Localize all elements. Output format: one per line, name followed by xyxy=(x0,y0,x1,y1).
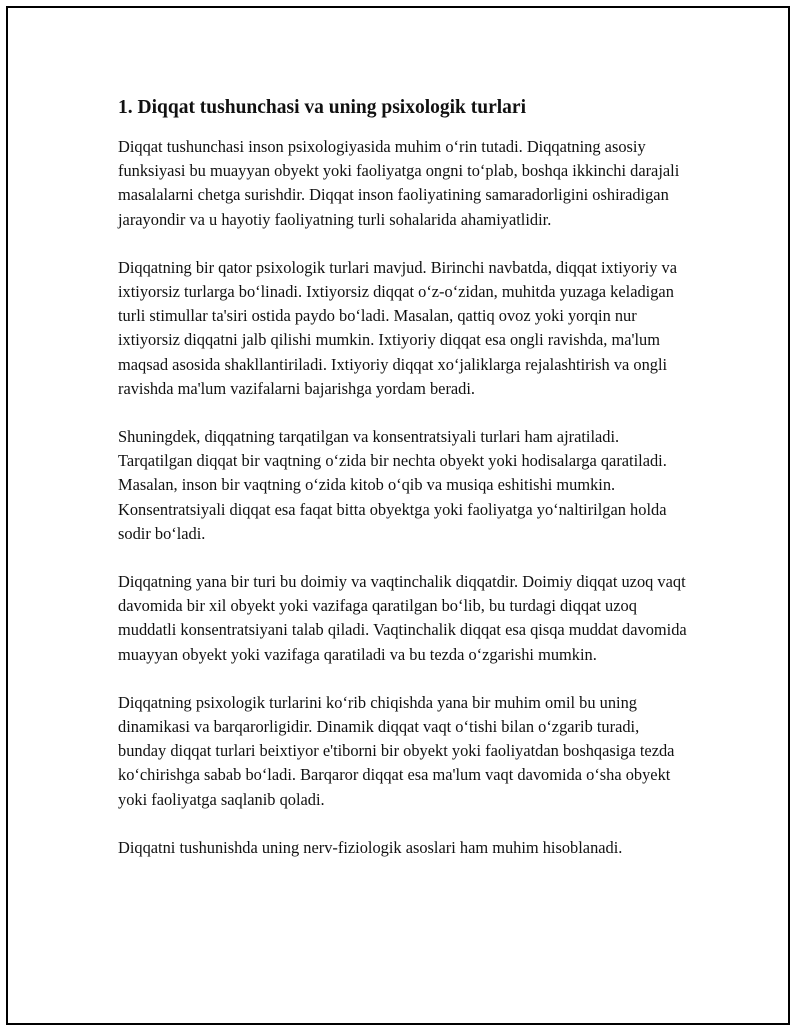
document-body xyxy=(118,95,688,884)
paragraph: Diqqatning psixologik turlarini ko‘rib chiqishda yana bir muhim omil bu uning dinamikasi va barqarorligidir. Dinamik diqqat vaqt o‘tishi bilan o‘zgarib turadi, bunday diqqat turlari beixtiyor e'tiborni bir obyekt yoki faoliyatdan boshqasiga tezda ko‘chirishga sabab bo‘ladi. Barqaror diqqat esa ma'lum vaqt davomida o‘sha obyekt yoki faoliyatga saqlanib qoladi. xyxy=(118,692,675,809)
paragraph: Diqqatning bir qator psixologik turlari mavjud. Birinchi navbatda, diqqat ixtiyoriy va ixtiyorsiz turlarga bo‘linadi. Ixtiyorsiz diqqat o‘z-o‘zidan, muhitda yuzaga keladigan turli stimullar ta'siri ostida paydo bo‘ladi. Masalan, qattiq ovoz yoki yorqin nur ixtiyorsiz diqqatni jalb qilishi mumkin. Ixtiyoriy diqqat esa ongli ravishda, ma'lum maqsad asosida shakllantiriladi. Ixtiyoriy diqqat xo‘jaliklarga rejalashtirish va ongli ravishda ma'lum vazifalarni bajarishga yordam beradi. xyxy=(118,257,678,398)
paragraph: Diqqatni tushunishda uning nerv-fiziologik asoslari ham muhim hisoblanadi. xyxy=(118,837,623,857)
paragraph: Shuningdek, diqqatning tarqatilgan va konsentratsiyali turlari ham ajratiladi. Tarqatilgan diqqat bir vaqtning o‘zida bir nechta obyekt yoki hodisalarga qaratiladi. Masalan, inson bir vaqtning o‘zida kitob o‘qib va musiqa eshitishi mumkin. Konsentratsiyali diqqat esa faqat bitta obyektga yoki faoliyatga yo‘naltirilgan holda sodir bo‘ladi. xyxy=(118,427,667,543)
paragraph: Diqqat tushunchasi inson psixologiyasida muhim o‘rin tutadi. Diqqatning asosiy funksiyasi bu muayyan obyekt yoki faoliyatga ongni to‘plab, boshqa ikkinchi darajali masalalarni chetga surishdir. Diqqat inson faoliyatining samaradorligini oshiradigan jarayondir va u hayotiy faoliyatning turli sohalarida ahamiyatlidir. xyxy=(118,137,680,229)
paragraph: Diqqatning yana bir turi bu doimiy va vaqtinchalik diqqatdir. Doimiy diqqat uzoq vaqt davomida bir xil obyekt yoki vazifaga qaratilgan bo‘lib, bu turdagi diqqat uzoq muddatli konsentratsiyani talab qiladi. Vaqtinchalik diqqat esa qisqa muddat davomida muayyan obyekt yoki vazifaga qaratiladi va bu tezda o‘zgarishi mumkin. xyxy=(118,572,687,664)
section-heading: 1. Diqqat tushunchasi va uning psixologik turlari xyxy=(118,97,526,118)
